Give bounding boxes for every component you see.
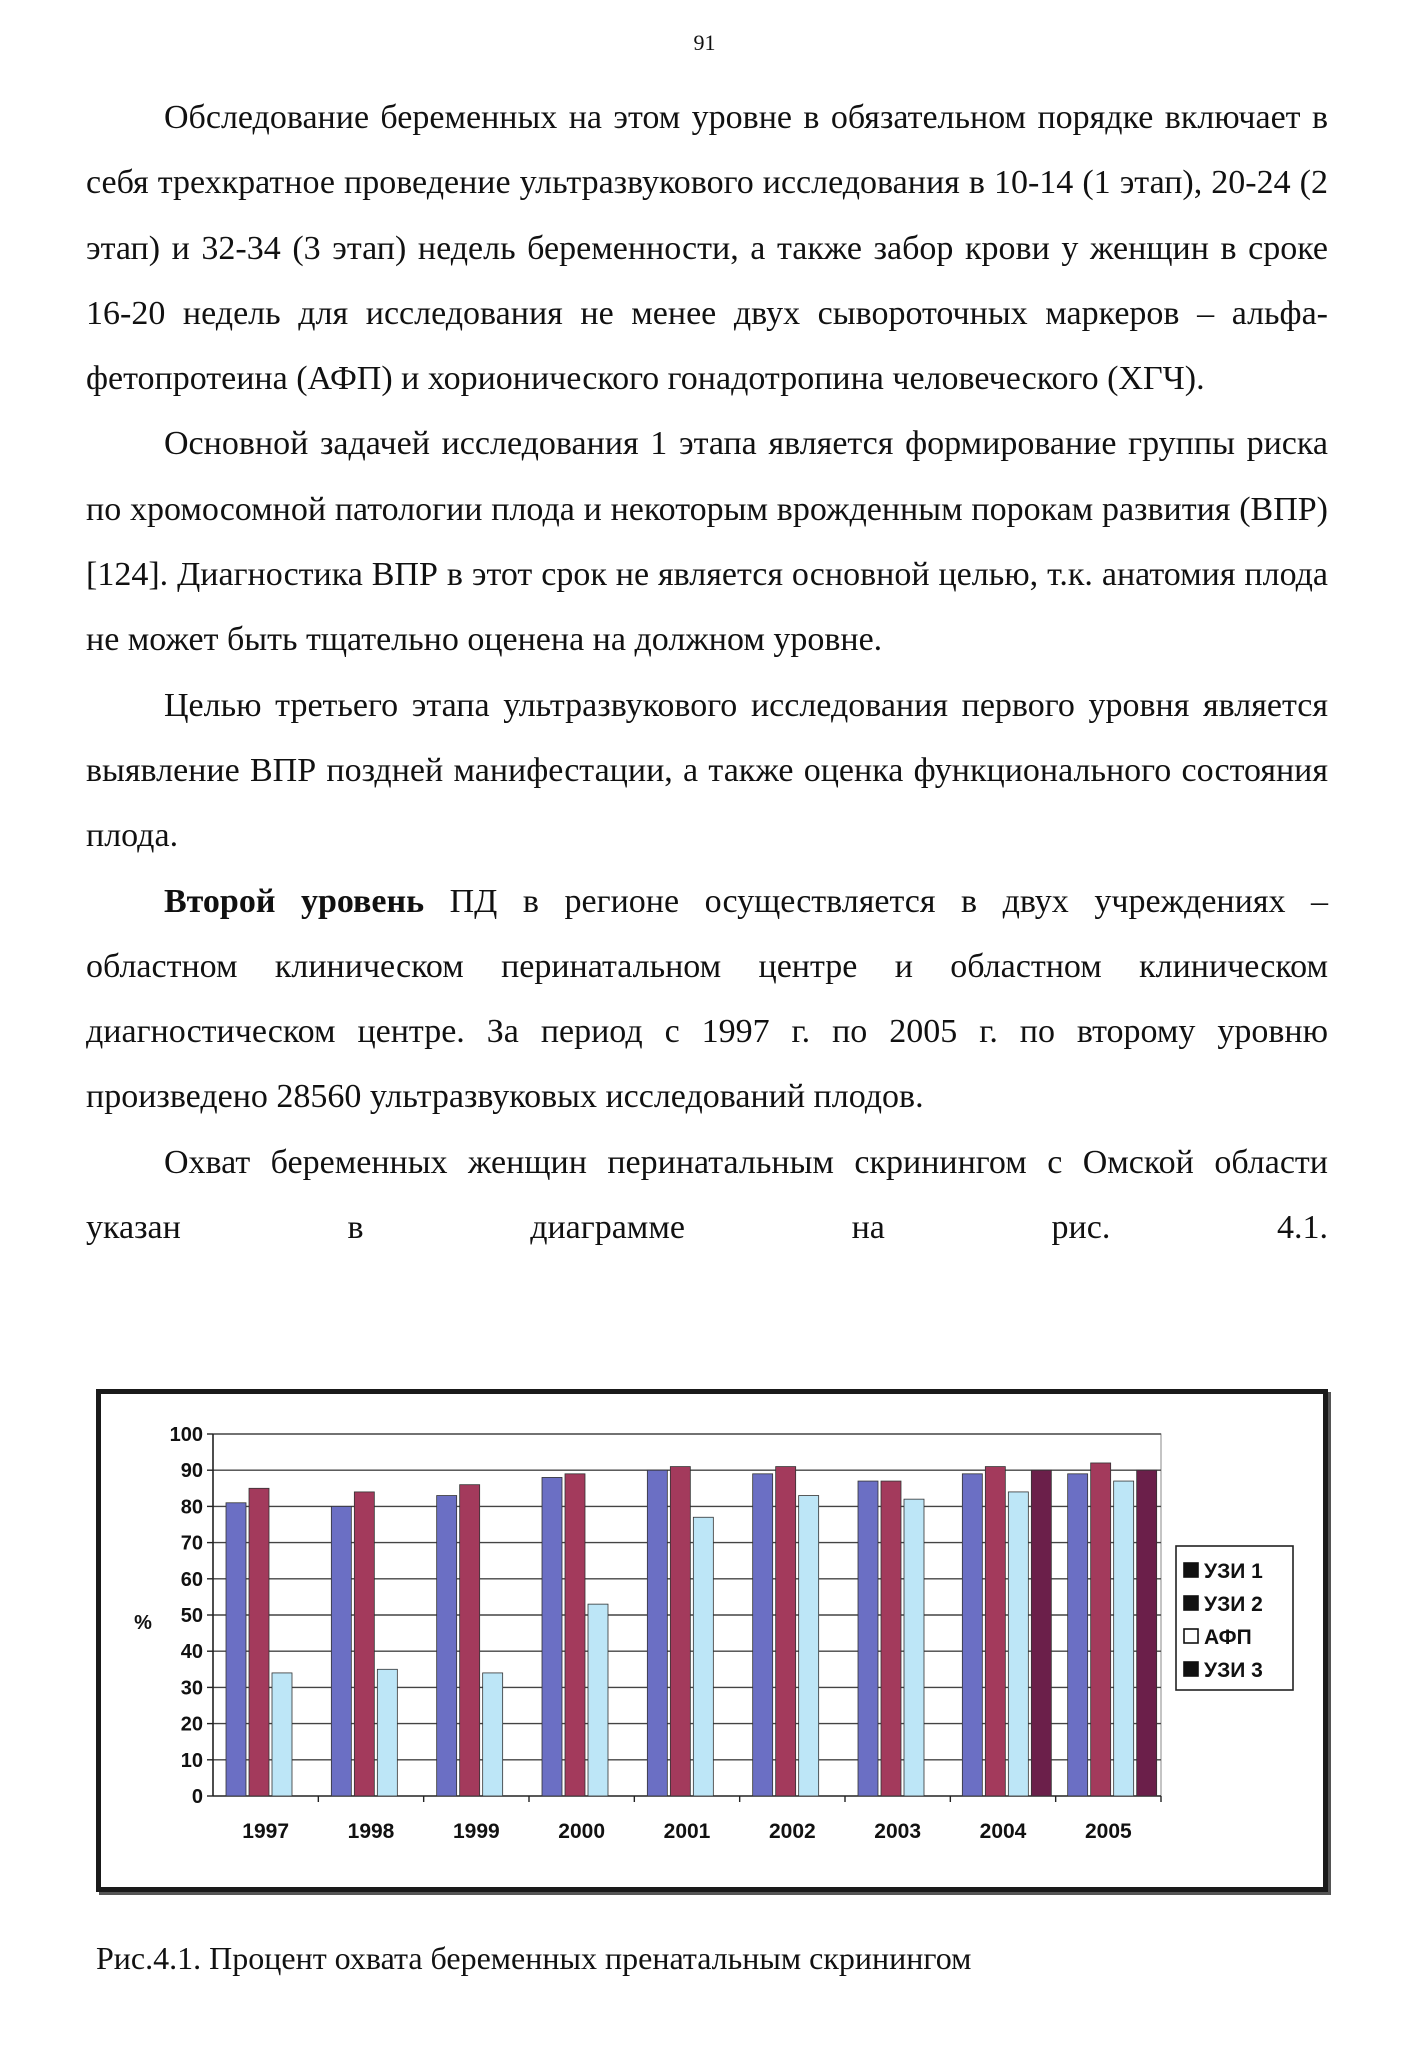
legend-label: УЗИ 3 [1204,1659,1263,1682]
paragraph-4-rest: ПД в регионе осуществляется в двух учреждениях – областном клиническом перинатальном центре и областном клиническом диагностическом центре. За период с 1997 г. по 2005 г. по второму уровню произведено 28560 ультразвуковых исследований плодов. [86,882,1329,1116]
y-tick-label: 90 [180,1460,203,1483]
body-text [86,85,1328,1260]
paragraph-5: Охват беременных женщин перинатальным скринингом с Омской области указан в диаграмме на рис. 4.1. [86,1143,1328,1247]
y-tick-label: 50 [180,1605,203,1627]
bar-УЗИ-1-2000 [542,1477,562,1796]
legend-marker [1184,1629,1198,1643]
y-axis-label: % [134,1612,152,1634]
x-tick-label: 2003 [874,1820,922,1843]
chart-frame [96,1389,1328,1892]
figure-caption: Рис.4.1. Процент охвата беременных пренатальным скринингом [96,1940,972,1976]
bar-УЗИ-1-2001 [647,1470,667,1796]
bar-УЗИ-1-1998 [331,1506,351,1796]
bar-УЗИ-1-2002 [753,1474,773,1796]
bar-УЗИ-2-2001 [670,1467,690,1796]
legend-marker [1184,1662,1198,1676]
bar-УЗИ-1-2004 [962,1474,982,1796]
y-tick-label: 100 [169,1424,203,1446]
bar-УЗИ-1-2005 [1068,1474,1088,1796]
paragraph-4-bold-lead: Второй уровень [164,882,425,920]
bar-УЗИ-3-2004 [1031,1470,1051,1796]
coverage-bar-chart [101,1394,1323,1887]
bar-УЗИ-2-2005 [1091,1463,1111,1796]
legend-label: УЗИ 2 [1204,1593,1263,1616]
y-tick-label: 30 [180,1677,203,1700]
bar-АФП-1999 [483,1673,503,1796]
bar-УЗИ-2-2002 [776,1467,796,1796]
bar-АФП-2003 [904,1499,924,1796]
x-tick-label: 1997 [242,1820,290,1843]
bar-УЗИ-2-1998 [354,1492,374,1796]
y-tick-label: 40 [180,1641,203,1664]
x-tick-label: 2002 [768,1820,816,1843]
x-tick-label: 1998 [347,1820,395,1843]
bar-АФП-2002 [799,1496,819,1796]
bar-УЗИ-1-2003 [858,1481,878,1796]
bar-УЗИ-2-2004 [985,1467,1005,1796]
bar-АФП-1998 [377,1669,397,1796]
y-tick-label: 70 [180,1532,203,1555]
paragraph-3: Целью третьего этапа ультразвукового исследования первого уровня является выявление ВПР поздней манифестации, а также оценка функционального состояния плода. [86,686,1328,855]
y-tick-label: 80 [180,1496,203,1519]
bar-УЗИ-1-1999 [437,1496,457,1796]
bar-УЗИ-2-1997 [249,1488,269,1796]
bar-УЗИ-2-2000 [565,1474,585,1796]
bar-АФП-1997 [272,1673,292,1796]
bar-АФП-2005 [1114,1481,1134,1796]
y-tick-label: 20 [180,1713,203,1736]
bar-УЗИ-3-2005 [1137,1470,1157,1796]
paragraph-4 [86,869,1328,1130]
x-tick-label: 2004 [979,1820,1027,1843]
paragraph-1: Обследование беременных на этом уровне в обязательном порядке включает в себя трехкратное проведение ультразвукового исследования в 10-14 (1 этап), 20-24 (2 этап) и 32-34 (3 этап) недель беременности, а также забор крови у женщин в сроке 16-20 недель для исследования не менее двух сывороточных маркеров – альфа-фетопротеина (АФП) и хорионического гонадотропина человеческого (ХГЧ). [86,99,1328,398]
legend-label: АФП [1204,1626,1252,1649]
y-tick-label: 0 [191,1786,203,1808]
x-tick-label: 2001 [663,1820,711,1843]
y-tick-label: 10 [180,1749,203,1772]
bar-УЗИ-2-2003 [881,1481,901,1796]
paragraph-2: Основной задачей исследования 1 этапа является формирование группы риска по хромосомной патологии плода и некоторым врожденным порокам развития (ВПР) [124]. Диагностика ВПР в этот срок не является основной целью, т.к. анатомия плода не может быть тщательно оценена на должном уровне. [86,425,1328,659]
bar-УЗИ-1-1997 [226,1503,246,1796]
x-tick-label: 2000 [558,1820,606,1843]
legend-marker [1184,1596,1198,1610]
bar-АФП-2000 [588,1604,608,1796]
bar-АФП-2004 [1008,1492,1028,1796]
bar-УЗИ-2-1999 [460,1485,480,1796]
bar-АФП-2001 [693,1517,713,1796]
x-tick-label: 1999 [452,1820,500,1843]
legend-marker [1184,1563,1198,1577]
y-tick-label: 60 [180,1568,203,1591]
legend-label: УЗИ 1 [1204,1560,1263,1583]
page-number: 91 [693,30,716,55]
x-tick-label: 2005 [1084,1820,1132,1843]
